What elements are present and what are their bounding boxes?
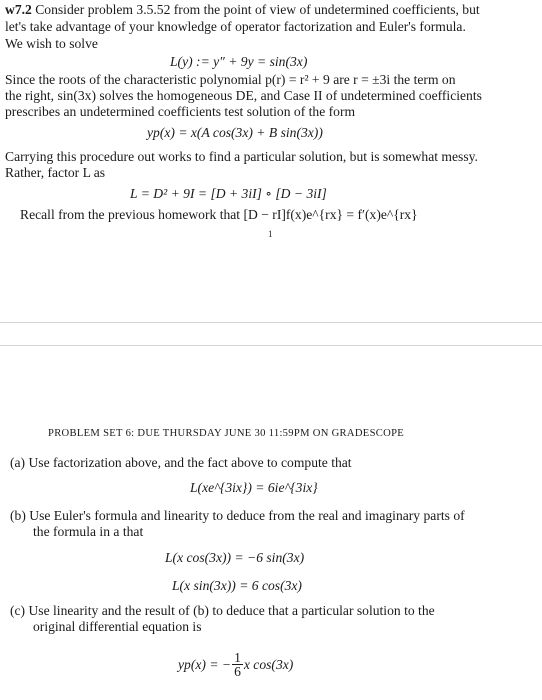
part-c-equation xyxy=(178,651,293,678)
part-b-equation-cos: L(x cos(3x)) = −6 sin(3x) xyxy=(165,550,305,565)
part-a-equation: L(xe^{3ix}) = 6ie^{3ix} xyxy=(190,480,318,495)
paragraph-2-line-2: the right, sin(3x) solves the homogeneous DE, and Case II of undetermined coefficients xyxy=(5,88,482,103)
page-divider-bottom xyxy=(0,345,542,346)
part-a-text: (a) Use factorization above, and the fact above to compute that xyxy=(10,455,352,470)
paragraph-3-line-2: Rather, factor L as xyxy=(5,165,106,180)
page-divider-top xyxy=(0,322,542,323)
part-c-equation-lhs: yp(x) = − xyxy=(178,656,232,672)
paragraph-3-line-1: Carrying this procedure out works to find a particular solution, but is somewhat messy. xyxy=(5,149,478,164)
recall-statement: Recall from the previous homework that [D − rI]f(x)e^{rx} = f′(x)e^{rx} xyxy=(20,207,418,222)
part-b-text-line-2: the formula in a that xyxy=(33,524,144,539)
part-b-text-line-1: (b) Use Euler's formula and linearity to deduce from the real and imaginary parts of xyxy=(10,508,465,523)
part-c-text-line-2: original differential equation is xyxy=(33,619,202,634)
equation-factorization: L = D² + 9I = [D + 3iI] ∘ [D − 3iI] xyxy=(130,186,327,201)
problem-heading xyxy=(5,2,480,18)
part-b-equation-sin: L(x sin(3x)) = 6 cos(3x) xyxy=(172,578,302,593)
fraction-one-sixth xyxy=(232,651,243,678)
intro-line-2: let's take advantage of your knowledge of operator factorization and Euler's formula. xyxy=(5,19,466,34)
fraction-denominator: 6 xyxy=(234,664,241,679)
problem-set-header: PROBLEM SET 6: DUE THURSDAY JUNE 30 11:59PM ON GRADESCOPE xyxy=(48,428,405,439)
paragraph-2-line-3: prescribes an undetermined coefficients test solution of the form xyxy=(5,104,356,119)
part-c-equation-rhs: x cos(3x) xyxy=(243,656,294,672)
fraction-numerator: 1 xyxy=(234,650,241,665)
equation-ode: L(y) := y″ + 9y = sin(3x) xyxy=(170,54,308,69)
equation-test-solution: yp(x) = x(A cos(3x) + B sin(3x)) xyxy=(147,125,323,140)
intro-line-3: We wish to solve xyxy=(5,36,98,51)
paragraph-2-line-1: Since the roots of the characteristic polynomial p(r) = r² + 9 are r = ±3i the term on xyxy=(5,72,456,87)
problem-intro: Consider problem 3.5.52 from the point of view of undetermined coefficients, but xyxy=(31,2,480,17)
problem-label: w7.2 xyxy=(5,2,32,17)
part-c-text-line-1: (c) Use linearity and the result of (b) to deduce that a particular solution to the xyxy=(10,603,435,618)
page-number: 1 xyxy=(268,229,273,239)
